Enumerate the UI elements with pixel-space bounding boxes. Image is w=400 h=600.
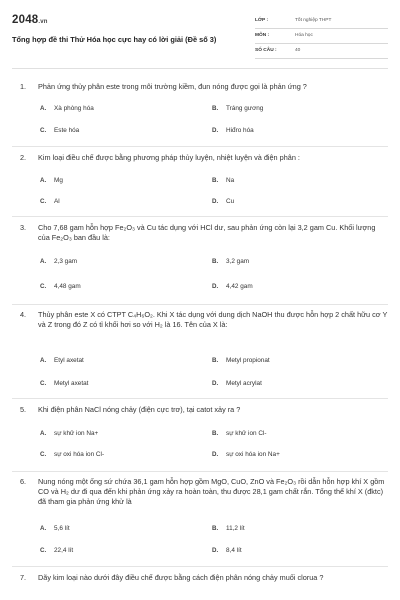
question-divider <box>12 398 388 399</box>
question-text: Thủy phân este X có CTPT C₄H₆O₂. Khi X tác dụng với dung dịch NaOH thu được hỗn hợp 2 chất hữu cơ Y và Z trong đó Z có tỉ khối hơi so với H₂ là 16. Tên của X là: <box>38 310 388 329</box>
question-divider <box>12 471 388 472</box>
question-divider <box>12 216 388 217</box>
option-c[interactable] <box>40 451 104 458</box>
question-number: 3. <box>20 223 27 232</box>
option-letter: C. <box>40 198 47 205</box>
question-divider <box>12 146 388 147</box>
option-letter: C. <box>40 380 47 387</box>
option-letter: B. <box>212 258 219 265</box>
question-3 <box>12 223 388 243</box>
meta-count-label: SỐ CÂU : <box>255 48 277 53</box>
question-text: Nung nóng một ống sứ chứa 36,1 gam hỗn hợp gồm MgO, CuO, ZnO và Fe₂O₃ rồi dẫn hỗn hợp khí X gồm CO và H₂ dư đi qua đến khi phản ứng xảy ra hoàn toàn, thu được 28,1 gam chất rắn. Tổng thể khí X (đktc) đã tham gia phản ứng khử là <box>38 477 385 506</box>
question-divider <box>12 304 388 305</box>
option-text: 4,48 gam <box>54 283 81 290</box>
option-letter: A. <box>40 105 47 112</box>
option-d[interactable] <box>212 283 253 290</box>
option-text: 5,6 lít <box>54 525 70 532</box>
option-text: Metyl propionat <box>226 357 270 364</box>
option-letter: B. <box>212 105 219 112</box>
option-text: sự khử ion Na+ <box>54 430 99 437</box>
option-letter: D. <box>212 198 219 205</box>
question-text: Kim loại điều chế được bằng phương pháp thủy luyện, nhiệt luyện và điện phân : <box>38 153 300 162</box>
question-number: 1. <box>20 82 27 91</box>
option-letter: D. <box>212 283 219 290</box>
option-d[interactable] <box>212 547 242 554</box>
option-d[interactable] <box>212 451 280 458</box>
question-text: Khi điện phân NaCl nóng chảy (điện cực trơ), tại catot xảy ra ? <box>38 405 241 414</box>
option-c[interactable] <box>40 547 73 554</box>
document-header <box>12 14 388 60</box>
document-title: Tổng hợp đề thi Thử Hóa học cực hay có lời giải (Đề số 3) <box>12 35 217 44</box>
option-letter: B. <box>212 177 219 184</box>
option-text: 3,2 gam <box>226 258 250 265</box>
option-text: sự khử ion Cl- <box>226 430 267 437</box>
option-text: 22,4 lít <box>54 547 74 554</box>
question-number: 7. <box>20 573 27 582</box>
option-a[interactable] <box>40 430 98 437</box>
option-text: Etyl axetat <box>54 357 84 364</box>
option-b[interactable] <box>212 177 234 184</box>
option-a[interactable] <box>40 105 94 112</box>
option-letter: C. <box>40 547 47 554</box>
option-text: Cu <box>226 198 235 205</box>
option-letter: B. <box>212 430 219 437</box>
logo-suffix: .vn <box>38 19 48 25</box>
option-text: 8,4 lít <box>226 547 242 554</box>
option-b[interactable] <box>212 357 270 364</box>
option-d[interactable] <box>212 127 254 134</box>
option-text: 2,3 gam <box>54 258 78 265</box>
option-letter: B. <box>212 357 219 364</box>
option-letter: B. <box>212 525 219 532</box>
question-number: 2. <box>20 153 27 162</box>
option-d[interactable] <box>212 380 262 387</box>
option-a[interactable] <box>40 258 77 265</box>
option-letter: D. <box>212 451 219 458</box>
option-a[interactable] <box>40 177 63 184</box>
option-d[interactable] <box>212 198 234 205</box>
question-divider <box>12 566 388 567</box>
meta-class-label: LỚP : <box>255 18 269 23</box>
meta-subject-row <box>255 29 388 44</box>
option-letter: D. <box>212 127 219 134</box>
option-letter: A. <box>40 177 47 184</box>
question-number: 5. <box>20 405 27 414</box>
document-meta <box>255 14 388 59</box>
site-logo[interactable] <box>12 14 48 26</box>
question-2 <box>12 153 388 163</box>
option-c[interactable] <box>40 283 81 290</box>
question-number: 4. <box>20 310 27 319</box>
option-b[interactable] <box>212 430 267 437</box>
option-text: 11,2 lít <box>226 525 245 532</box>
option-text: Hiđro hóa <box>226 127 254 134</box>
meta-subject-value: Hóa học <box>295 33 313 38</box>
logo-text: 2048 <box>12 14 39 26</box>
option-letter: C. <box>40 283 47 290</box>
meta-class-value: Tốt nghiệp THPT <box>295 18 332 23</box>
option-c[interactable] <box>40 198 60 205</box>
option-a[interactable] <box>40 357 84 364</box>
question-1 <box>12 82 388 92</box>
question-number: 6. <box>20 477 27 486</box>
option-text: Na <box>226 177 235 184</box>
question-text: Dãy kim loại nào dưới đây điều chế được bằng cách điện phân nóng chảy muối clorua ? <box>38 573 324 582</box>
option-text: sự oxi hóa ion Cl- <box>54 451 105 458</box>
question-text: Phản ứng thủy phân este trong môi trường kiềm, đun nóng được gọi là phản ứng ? <box>38 82 307 91</box>
option-text: Metyl axetat <box>54 380 89 387</box>
option-text: sự oxi hóa ion Na+ <box>226 451 280 458</box>
option-letter: D. <box>212 380 219 387</box>
question-6 <box>12 477 388 507</box>
question-7 <box>12 573 388 583</box>
option-letter: C. <box>40 127 47 134</box>
option-text: Al <box>54 198 60 205</box>
option-b[interactable] <box>212 525 245 532</box>
option-letter: A. <box>40 525 47 532</box>
option-text: 4,42 gam <box>226 283 253 290</box>
meta-count-value: 40 <box>295 48 301 53</box>
option-c[interactable] <box>40 127 79 134</box>
question-text: Cho 7,68 gam hỗn hợp Fe₂O₃ và Cu tác dụng với HCl dư, sau phản ứng còn lại 3,2 gam Cu. Khối lượng của Fe₂O₃ ban đầu là: <box>38 223 376 242</box>
option-text: Tráng gương <box>226 105 264 112</box>
option-b[interactable] <box>212 258 249 265</box>
meta-subject-label: MÔN : <box>255 33 270 38</box>
option-text: Este hóa <box>54 127 80 134</box>
option-b[interactable] <box>212 105 263 112</box>
option-letter: A. <box>40 430 47 437</box>
option-c[interactable] <box>40 380 88 387</box>
option-letter: A. <box>40 258 47 265</box>
header-divider <box>12 68 388 69</box>
option-letter: A. <box>40 357 47 364</box>
option-a[interactable] <box>40 525 70 532</box>
meta-count-row <box>255 44 388 59</box>
option-text: Mg <box>54 177 63 184</box>
option-letter: D. <box>212 547 219 554</box>
question-5 <box>12 405 388 415</box>
question-4 <box>12 310 388 330</box>
option-text: Metyl acrylat <box>226 380 262 387</box>
meta-class-row <box>255 14 388 29</box>
option-text: Xà phòng hóa <box>54 105 94 112</box>
option-letter: C. <box>40 451 47 458</box>
